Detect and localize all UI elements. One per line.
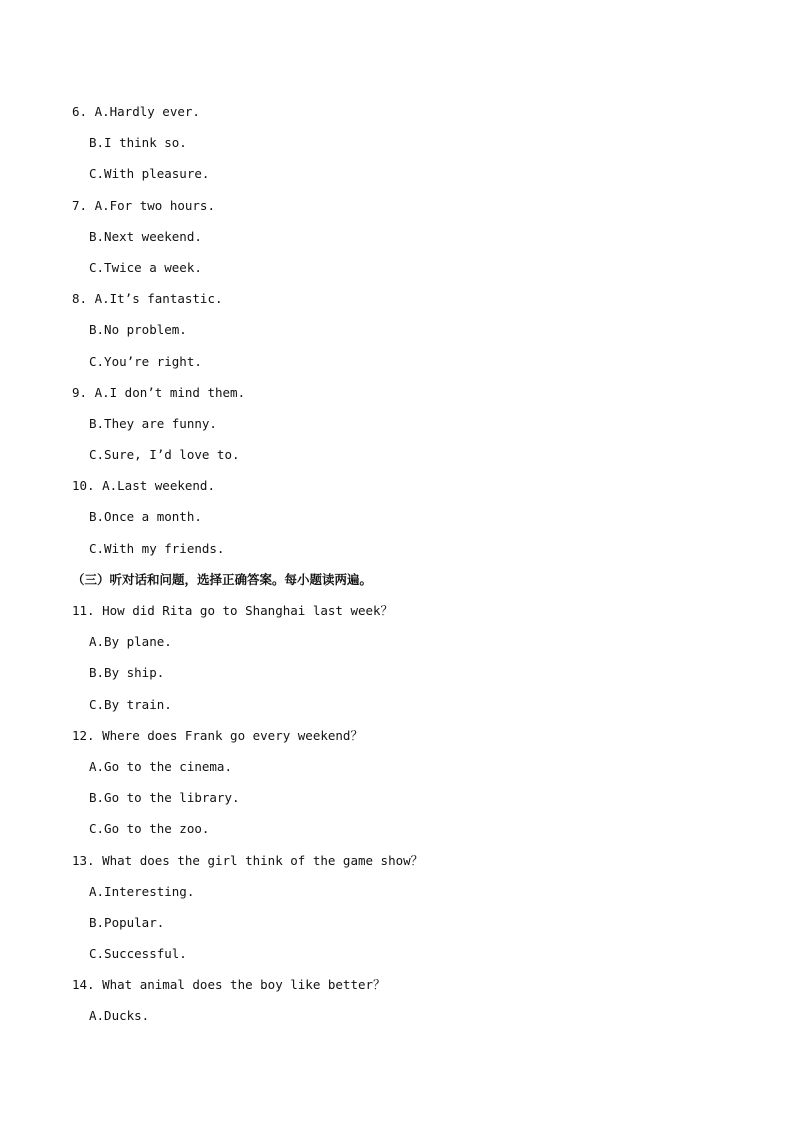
- option-14a: A.Ducks.: [89, 1008, 150, 1024]
- question-14: 14. What animal does the boy like better？: [72, 977, 386, 993]
- option-12b: B.Go to the library.: [89, 790, 240, 806]
- option-7c: C.Twice a week.: [89, 259, 202, 275]
- option-10b: B.Once a month.: [89, 509, 202, 525]
- question-8: 8. A.It’s fantastic.: [72, 291, 223, 307]
- option-13b: B.Popular.: [89, 914, 165, 930]
- question-11: 11. How did Rita go to Shanghai last week？: [72, 603, 394, 618]
- question-list: [0, 101, 794, 1037]
- option-13c: C.Successful.: [89, 946, 187, 962]
- option-8c: C.You’re right.: [89, 353, 202, 369]
- option-12c: C.Go to the zoo.: [89, 821, 210, 837]
- option-11c: C.By train.: [89, 696, 172, 712]
- option-10c: C.With my friends.: [89, 540, 225, 556]
- question-12: 12. Where does Frank go every weekend？: [72, 727, 363, 743]
- question-9: 9. A.I don’t mind them.: [72, 384, 246, 400]
- option-9b: B.They are funny.: [89, 415, 217, 431]
- option-11b: B.By ship.: [89, 665, 165, 681]
- option-8b: B.No problem.: [89, 322, 187, 338]
- option-7b: B.Next weekend.: [89, 228, 202, 244]
- section-heading: （三）听对话和问题，选择正确答案。每小题读两遍。: [72, 571, 373, 587]
- option-11a: A.By plane.: [89, 634, 172, 650]
- option-6b: B.I think so.: [89, 135, 187, 151]
- option-12a: A.Go to the cinema.: [89, 758, 232, 774]
- question-13: 13. What does the girl think of the game show？: [72, 852, 424, 868]
- option-13a: A.Interesting.: [89, 883, 195, 899]
- question-6: 6. A.Hardly ever.: [72, 104, 200, 119]
- option-6c: C.With pleasure.: [89, 166, 210, 182]
- question-7: 7. A.For two hours.: [72, 197, 215, 213]
- question-10: 10. A.Last weekend.: [72, 478, 215, 494]
- option-9c: C.Sure, I’d love to.: [89, 447, 240, 463]
